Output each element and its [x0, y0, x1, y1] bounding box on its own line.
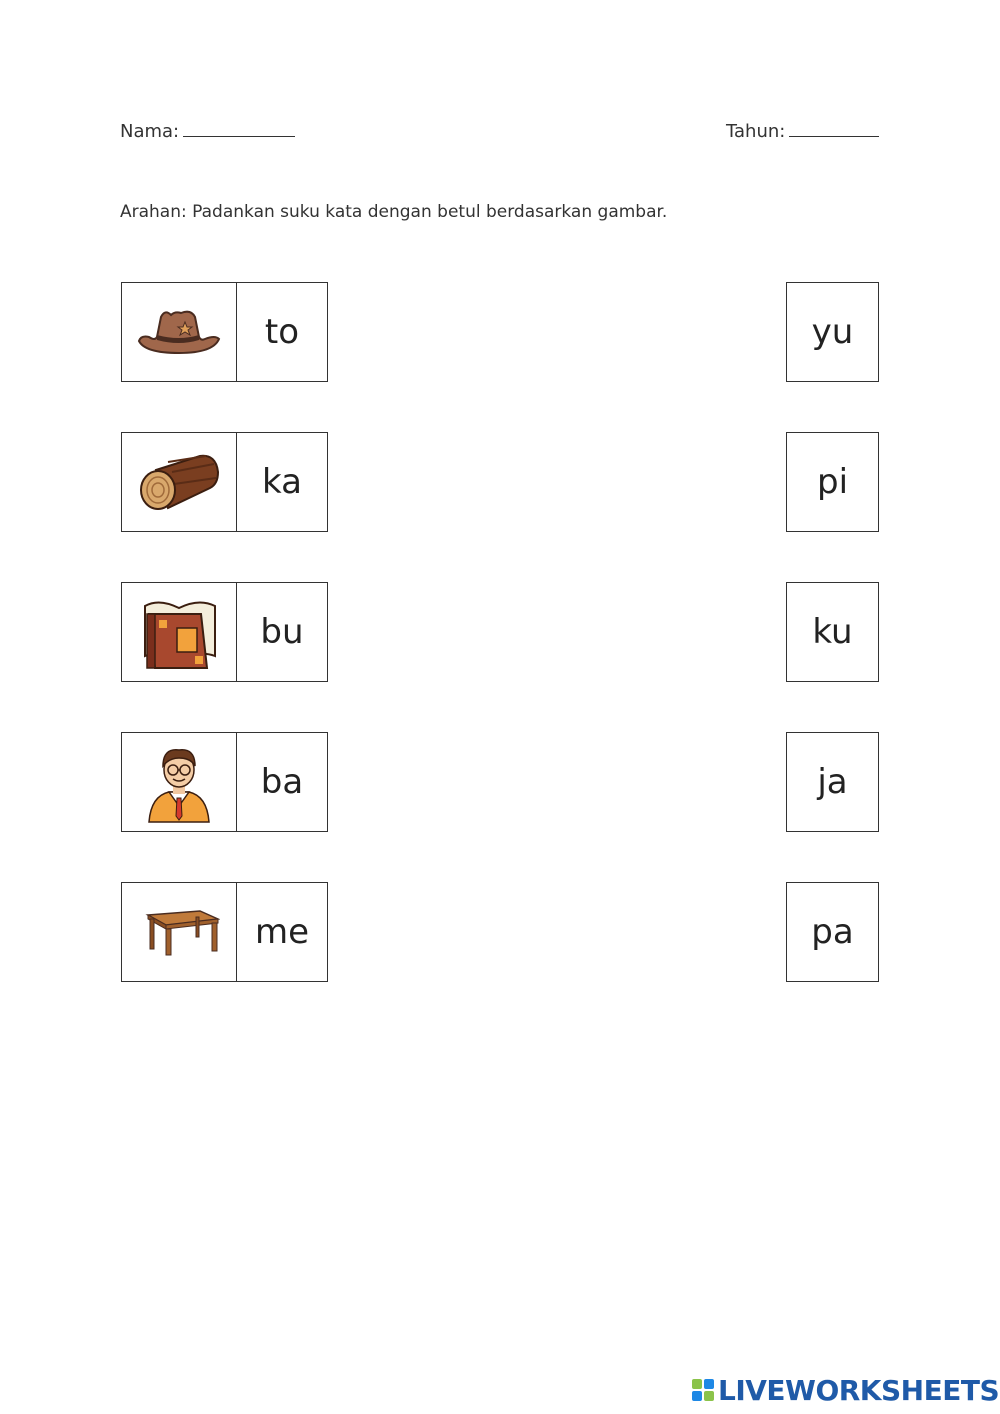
logo-square	[704, 1379, 714, 1389]
right-syllable-box[interactable]: pi	[786, 432, 879, 532]
logo-square	[692, 1391, 702, 1401]
syllable: ka	[262, 462, 302, 502]
instruction-text: Arahan: Padankan suku kata dengan betul berdasarkan gambar.	[120, 202, 668, 222]
teacher-icon	[122, 733, 237, 831]
syllable: me	[254, 912, 310, 952]
log-icon	[122, 433, 237, 531]
syllable: to	[264, 312, 300, 352]
year-blank[interactable]	[789, 120, 879, 137]
left-item[interactable]	[121, 882, 328, 982]
left-item[interactable]	[121, 282, 328, 382]
syllable: ba	[260, 762, 304, 802]
name-blank[interactable]	[183, 120, 295, 137]
year-field	[726, 120, 879, 142]
syllable: bu	[260, 612, 304, 652]
right-syllable-box[interactable]: ja	[786, 732, 879, 832]
brand-text: LIVEWORKSHEETS	[718, 1373, 1000, 1407]
logo-square	[704, 1391, 714, 1401]
right-syllable-box[interactable]: ku	[786, 582, 879, 682]
logo-square	[692, 1379, 702, 1389]
right-syllable-box[interactable]: yu	[786, 282, 879, 382]
right-syllable-box[interactable]: pa	[786, 882, 879, 982]
cowboy-hat-icon	[122, 283, 237, 381]
left-item[interactable]	[121, 732, 328, 832]
name-label: Nama:	[120, 121, 180, 142]
liveworksheets-logo	[692, 1372, 999, 1408]
year-label: Tahun:	[726, 121, 786, 142]
table-icon	[122, 883, 237, 981]
name-field	[120, 120, 295, 142]
logo-grid-icon	[692, 1379, 714, 1401]
book-icon	[122, 583, 237, 681]
left-item[interactable]	[121, 582, 328, 682]
left-item[interactable]	[121, 432, 328, 532]
